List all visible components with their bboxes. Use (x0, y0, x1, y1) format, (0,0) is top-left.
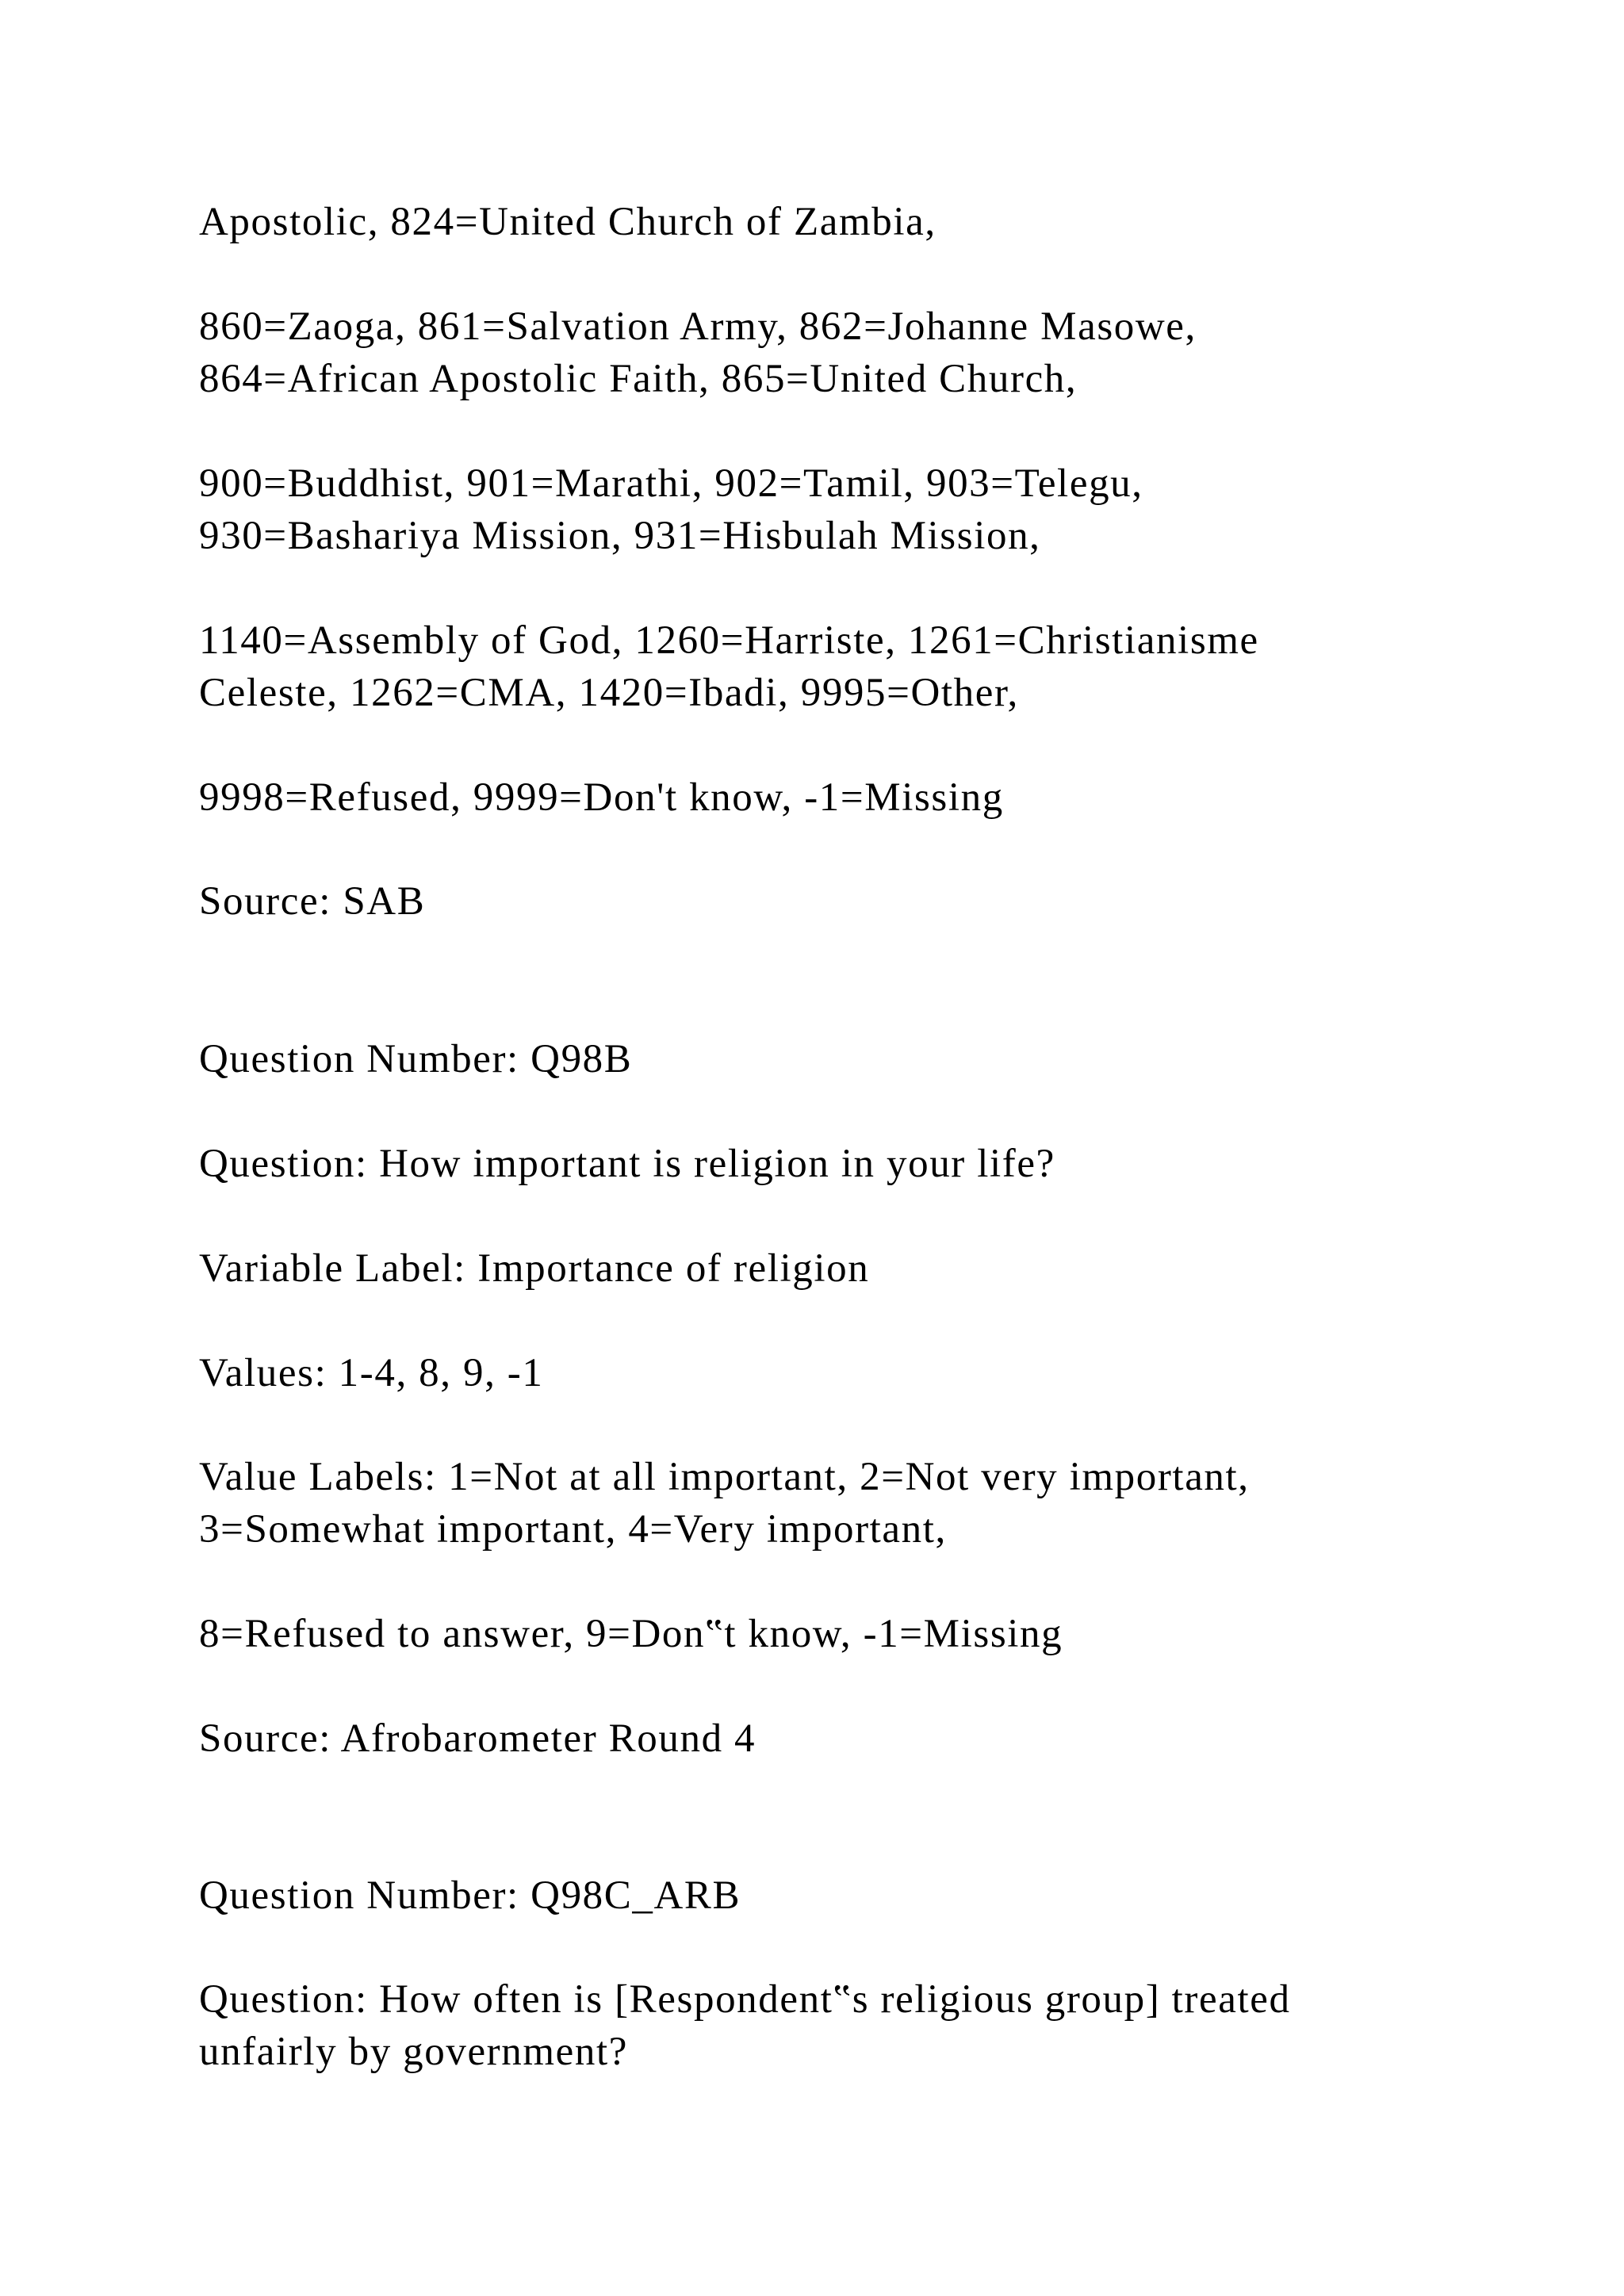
text-line: Apostolic, 824=United Church of Zambia, (199, 200, 936, 244)
text-line: Question Number: Q98B (199, 1037, 633, 1081)
text-line: Values: 1-4, 8, 9, -1 (199, 1351, 544, 1395)
text-line: Question: How often is [Respondent‟s religious group] treated (199, 1977, 1291, 2022)
text-line: 3=Somewhat important, 4=Very important, (199, 1507, 947, 1552)
text-line: Value Labels: 1=Not at all important, 2=Not very important, (199, 1455, 1250, 1499)
text-line: Celeste, 1262=CMA, 1420=Ibadi, 9995=Other, (199, 671, 1019, 715)
text-line: 1140=Assembly of God, 1260=Harriste, 1261=Christianisme (199, 618, 1259, 663)
text-line: Source: SAB (199, 879, 426, 924)
text-line: Question: How important is religion in your life? (199, 1142, 1055, 1186)
text-line: unfairly by government? (199, 2030, 628, 2074)
text-line: Question Number: Q98C_ARB (199, 1873, 741, 1918)
text-line: 900=Buddhist, 901=Marathi, 902=Tamil, 903=Telegu, (199, 461, 1143, 506)
text-line: Variable Label: Importance of religion (199, 1246, 870, 1291)
text-line: Source: Afrobarometer Round 4 (199, 1716, 756, 1761)
text-line: 8=Refused to answer, 9=Don‟t know, -1=Missing (199, 1612, 1063, 1656)
text-line: 930=Bashariya Mission, 931=Hisbulah Mission, (199, 514, 1041, 558)
text-line: 9998=Refused, 9999=Don't know, -1=Missing (199, 775, 1004, 820)
text-line: 860=Zaoga, 861=Salvation Army, 862=Johanne Masowe, (199, 304, 1197, 349)
text-line: 864=African Apostolic Faith, 865=United Church, (199, 357, 1078, 401)
